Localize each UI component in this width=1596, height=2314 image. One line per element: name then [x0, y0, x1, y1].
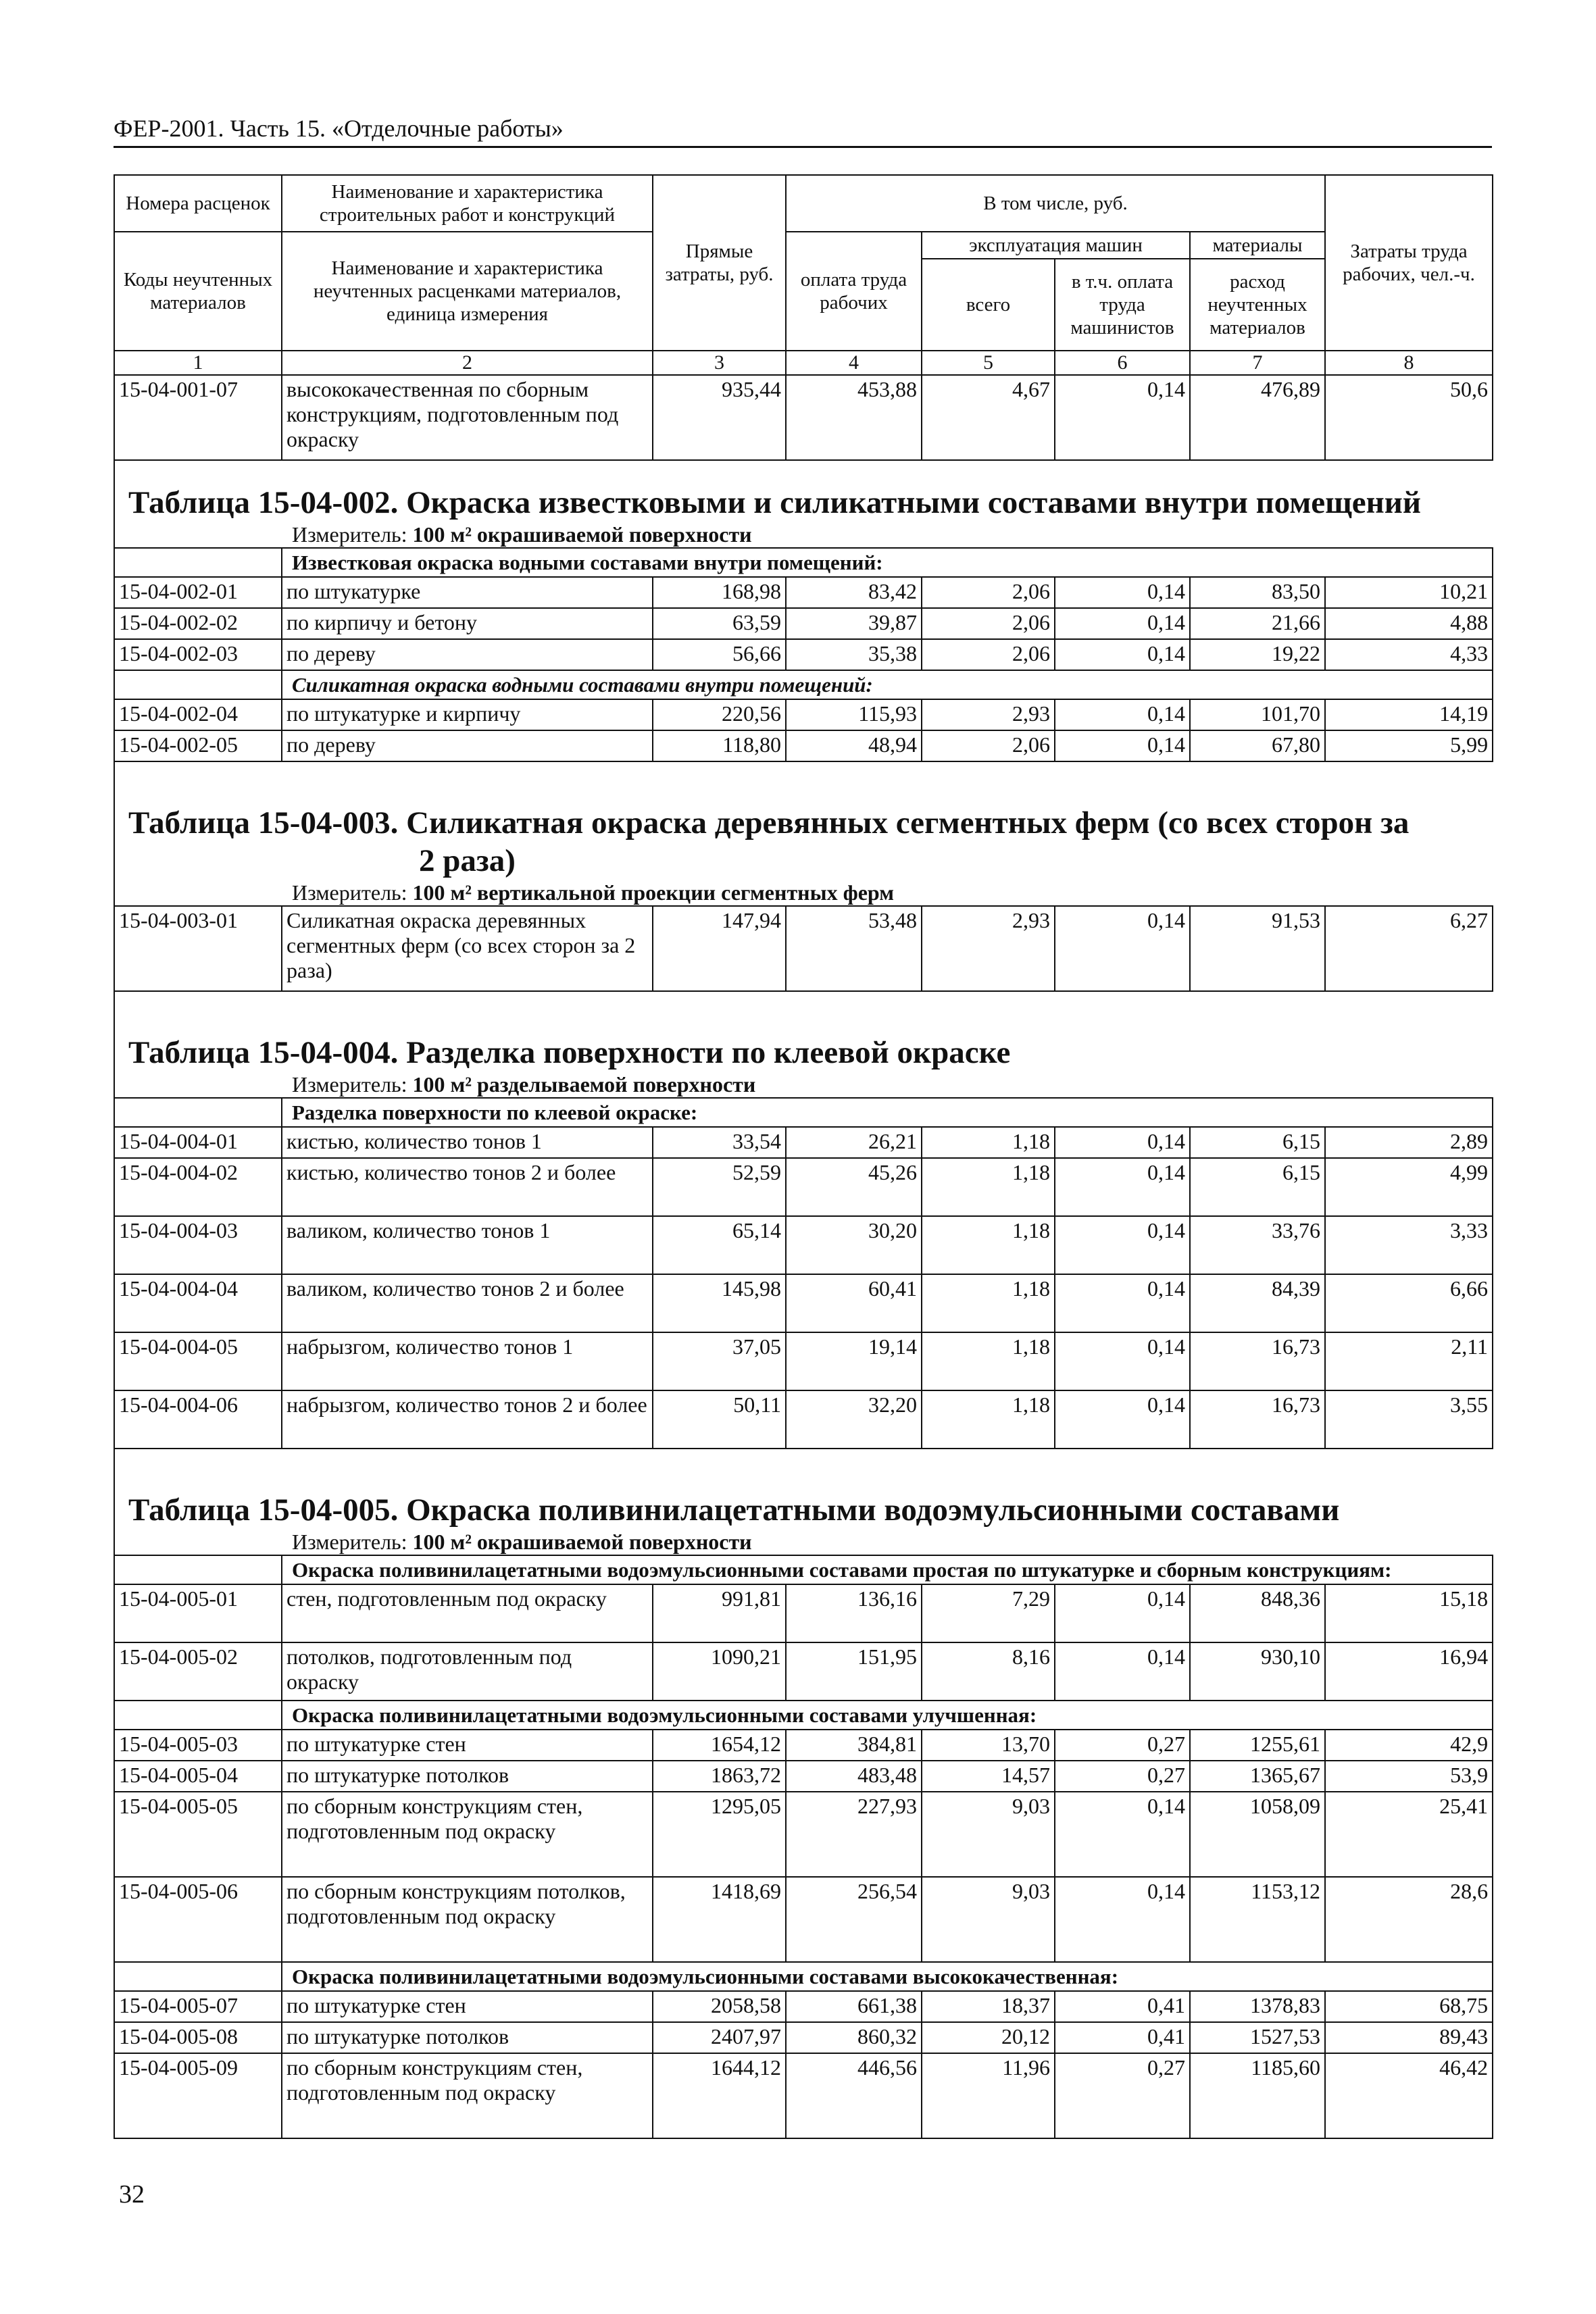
worker-pay-value: 60,41 [786, 1274, 922, 1332]
table-title-text: Таблица 15-04-004. Разделка поверхности по клеевой окраске [128, 1035, 1011, 1070]
materials-use-value: 67,80 [1190, 730, 1325, 761]
table-row [114, 1792, 1493, 1877]
work-description: Силикатная окраска деревянных сегментных ферм (со всех сторон за 2 раза) [282, 906, 653, 991]
table-row [114, 1274, 1493, 1332]
worker-pay-value: 45,26 [786, 1158, 922, 1216]
rate-code: 15-04-005-03 [114, 1730, 282, 1761]
column-header-table [114, 174, 1493, 461]
table-row [114, 730, 1493, 761]
work-description: по сборным конструкциям стен, подготовленным под окраску [282, 1792, 653, 1877]
measure-value: 100 м² разделываемой поверхности [412, 1072, 756, 1097]
machines-total-value: 18,37 [922, 1991, 1055, 2022]
rate-code: 15-04-001-07 [114, 375, 282, 460]
table-row [114, 577, 1493, 608]
rate-code: 15-04-005-05 [114, 1792, 282, 1877]
section-header-row [114, 1701, 1493, 1730]
materials-use-value: 101,70 [1190, 699, 1325, 730]
worker-pay-value: 53,48 [786, 906, 922, 991]
labor-costs-value: 42,9 [1325, 1730, 1493, 1761]
labor-costs-value: 3,55 [1325, 1390, 1493, 1449]
col-labor-costs-header: Затраты труда рабочих, чел.-ч. [1325, 175, 1493, 351]
direct-costs-value: 63,59 [653, 608, 786, 639]
materials-use-value: 21,66 [1190, 608, 1325, 639]
rate-code: 15-04-002-01 [114, 577, 282, 608]
labor-costs-value: 5,99 [1325, 730, 1493, 761]
direct-costs-value: 935,44 [653, 375, 786, 460]
machinists-pay-value: 0,14 [1055, 730, 1190, 761]
materials-use-value: 1378,83 [1190, 1991, 1325, 2022]
col-rate-numbers-header: Номера расценок [114, 175, 282, 232]
direct-costs-value: 145,98 [653, 1274, 786, 1332]
labor-costs-value: 50,6 [1325, 375, 1493, 460]
section-title: Разделка поверхности по клеевой окраске: [282, 1098, 1493, 1127]
labor-costs-value: 10,21 [1325, 577, 1493, 608]
materials-use-value: 83,50 [1190, 577, 1325, 608]
worker-pay-value: 151,95 [786, 1642, 922, 1701]
machinists-pay-value: 0,27 [1055, 1761, 1190, 1792]
rate-code: 15-04-005-04 [114, 1761, 282, 1792]
table-row [114, 1390, 1493, 1449]
rate-code: 15-04-004-05 [114, 1332, 282, 1390]
col-machines-total-header: всего [922, 259, 1055, 351]
work-description: по кирпичу и бетону [282, 608, 653, 639]
table-title-continuation: 2 раза) [419, 843, 516, 878]
direct-costs-value: 52,59 [653, 1158, 786, 1216]
page-number: 32 [119, 2180, 145, 2209]
direct-costs-value: 991,81 [653, 1584, 786, 1642]
rates-table [114, 1555, 1493, 2139]
worker-pay-value: 35,38 [786, 639, 922, 670]
table-row [114, 699, 1493, 730]
worker-pay-value: 860,32 [786, 2022, 922, 2053]
section-title: Силикатная окраска водными составами внутри помещений: [282, 670, 1493, 699]
machines-total-value: 1,18 [922, 1390, 1055, 1449]
work-description: по штукатурке и кирпичу [282, 699, 653, 730]
machines-total-value: 14,57 [922, 1761, 1055, 1792]
table-row [114, 906, 1493, 991]
labor-costs-value: 16,94 [1325, 1642, 1493, 1701]
machinists-pay-value: 0,14 [1055, 1877, 1190, 1962]
direct-costs-value: 2407,97 [653, 2022, 786, 2053]
column-number: 4 [786, 351, 922, 375]
table-row [114, 1730, 1493, 1761]
machines-total-value: 8,16 [922, 1642, 1055, 1701]
rate-code: 15-04-004-02 [114, 1158, 282, 1216]
rate-code: 15-04-005-09 [114, 2053, 282, 2138]
worker-pay-value: 661,38 [786, 1991, 922, 2022]
machinists-pay-value: 0,41 [1055, 1991, 1190, 2022]
materials-use-value: 6,15 [1190, 1158, 1325, 1216]
machinists-pay-value: 0,41 [1055, 2022, 1190, 2053]
running-header: ФЕР-2001. Часть 15. «Отделочные работы» [114, 114, 1492, 148]
rate-code: 15-04-002-02 [114, 608, 282, 639]
col-materials-use-header: расход неучтенных материалов [1190, 259, 1325, 351]
labor-costs-value: 4,99 [1325, 1158, 1493, 1216]
rate-code: 15-04-002-04 [114, 699, 282, 730]
section-spacer [114, 1098, 282, 1127]
materials-use-value: 1255,61 [1190, 1730, 1325, 1761]
measure-unit [115, 880, 1492, 905]
table-row [114, 2053, 1493, 2138]
worker-pay-value: 384,81 [786, 1730, 922, 1761]
work-description: валиком, количество тонов 2 и более [282, 1274, 653, 1332]
machinists-pay-value: 0,14 [1055, 1127, 1190, 1158]
table-row [114, 1642, 1493, 1701]
measure-label: Измеритель: [292, 1530, 407, 1554]
worker-pay-value: 227,93 [786, 1792, 922, 1877]
machines-total-value: 9,03 [922, 1877, 1055, 1962]
direct-costs-value: 37,05 [653, 1332, 786, 1390]
column-number: 2 [282, 351, 653, 375]
col-machinists-pay-header: в т.ч. оплата труда машинистов [1055, 259, 1190, 351]
rate-code: 15-04-005-06 [114, 1877, 282, 1962]
col-material-name-header: Наименование и характеристика неучтенных расценками материалов, единица измерения [282, 232, 653, 351]
machines-total-value: 4,67 [922, 375, 1055, 460]
labor-costs-value: 46,42 [1325, 2053, 1493, 2138]
measure-label: Измеритель: [292, 1072, 407, 1097]
measure-unit [115, 522, 1492, 547]
measure-value: 100 м² окрашиваемой поверхности [412, 522, 752, 547]
column-numbers-row [114, 351, 1493, 375]
table-row [114, 1991, 1493, 2022]
materials-use-value: 1185,60 [1190, 2053, 1325, 2138]
table-row [114, 1761, 1493, 1792]
rates-table [114, 547, 1493, 762]
measure-label: Измеритель: [292, 880, 407, 905]
rate-code: 15-04-003-01 [114, 906, 282, 991]
worker-pay-value: 32,20 [786, 1390, 922, 1449]
machines-total-value: 1,18 [922, 1216, 1055, 1274]
direct-costs-value: 2058,58 [653, 1991, 786, 2022]
measure-value: 100 м² вертикальной проекции сегментных ферм [412, 880, 895, 905]
table-block [114, 461, 1492, 547]
materials-use-value: 1527,53 [1190, 2022, 1325, 2053]
table-row [114, 1584, 1493, 1642]
machinists-pay-value: 0,14 [1055, 1216, 1190, 1274]
worker-pay-value: 256,54 [786, 1877, 922, 1962]
machines-total-value: 7,29 [922, 1584, 1055, 1642]
rates-sheet [114, 174, 1492, 2139]
column-number: 7 [1190, 351, 1325, 375]
machinists-pay-value: 0,14 [1055, 1792, 1190, 1877]
work-description: высококачественная по сборным конструкциям, подготовленным под окраску [282, 375, 653, 460]
measure-unit [115, 1072, 1492, 1097]
rate-code: 15-04-004-03 [114, 1216, 282, 1274]
worker-pay-value: 19,14 [786, 1332, 922, 1390]
machinists-pay-value: 0,14 [1055, 639, 1190, 670]
table-title-text: Таблица 15-04-002. Окраска известковыми и силикатными составами внутри помещений [128, 485, 1421, 520]
machines-total-value: 2,06 [922, 639, 1055, 670]
labor-costs-value: 14,19 [1325, 699, 1493, 730]
machinists-pay-value: 0,14 [1055, 906, 1190, 991]
work-description: стен, подготовленным под окраску [282, 1584, 653, 1642]
worker-pay-value: 39,87 [786, 608, 922, 639]
table-row [114, 608, 1493, 639]
labor-costs-value: 25,41 [1325, 1792, 1493, 1877]
machinists-pay-value: 0,27 [1055, 1730, 1190, 1761]
rate-tables [114, 461, 1492, 2139]
col-including-header: В том числе, руб. [786, 175, 1325, 232]
worker-pay-value: 83,42 [786, 577, 922, 608]
rate-code: 15-04-002-05 [114, 730, 282, 761]
work-description: по штукатурке стен [282, 1991, 653, 2022]
machines-total-value: 9,03 [922, 1792, 1055, 1877]
work-description: по штукатурке потолков [282, 1761, 653, 1792]
worker-pay-value: 48,94 [786, 730, 922, 761]
materials-use-value: 91,53 [1190, 906, 1325, 991]
table-block [114, 992, 1492, 1097]
labor-costs-value: 6,27 [1325, 906, 1493, 991]
worker-pay-value: 446,56 [786, 2053, 922, 2138]
labor-costs-value: 28,6 [1325, 1877, 1493, 1962]
machinists-pay-value: 0,14 [1055, 1332, 1190, 1390]
worker-pay-value: 30,20 [786, 1216, 922, 1274]
materials-use-value: 33,76 [1190, 1216, 1325, 1274]
col-worker-pay-header: оплата труда рабочих [786, 232, 922, 351]
machines-total-value: 2,06 [922, 577, 1055, 608]
labor-costs-value: 53,9 [1325, 1761, 1493, 1792]
labor-costs-value: 89,43 [1325, 2022, 1493, 2053]
direct-costs-value: 33,54 [653, 1127, 786, 1158]
table-row [114, 1877, 1493, 1962]
work-description: по сборным конструкциям стен, подготовленным под окраску [282, 2053, 653, 2138]
section-spacer [114, 670, 282, 699]
measure-value: 100 м² окрашиваемой поверхности [412, 1530, 752, 1554]
table-title-text: Таблица 15-04-003. Силикатная окраска деревянных сегментных ферм (со всех сторон за [128, 805, 1410, 840]
work-description: валиком, количество тонов 1 [282, 1216, 653, 1274]
direct-costs-value: 147,94 [653, 906, 786, 991]
section-title: Окраска поливинилацетатными водоэмульсионными составами высококачественная: [282, 1962, 1493, 1991]
work-description: потолков, подготовленным под окраску [282, 1642, 653, 1701]
materials-use-value: 84,39 [1190, 1274, 1325, 1332]
work-description: кистью, количество тонов 1 [282, 1127, 653, 1158]
rate-code: 15-04-005-02 [114, 1642, 282, 1701]
section-header-row [114, 548, 1493, 577]
machinists-pay-value: 0,14 [1055, 1584, 1190, 1642]
section-spacer [114, 1701, 282, 1730]
machines-total-value: 2,93 [922, 906, 1055, 991]
labor-costs-value: 2,11 [1325, 1332, 1493, 1390]
work-description: набрызгом, количество тонов 2 и более [282, 1390, 653, 1449]
direct-costs-value: 168,98 [653, 577, 786, 608]
column-number: 3 [653, 351, 786, 375]
materials-use-value: 19,22 [1190, 639, 1325, 670]
work-description: кистью, количество тонов 2 и более [282, 1158, 653, 1216]
machines-total-value: 13,70 [922, 1730, 1055, 1761]
measure-label: Измеритель: [292, 522, 407, 547]
measure-unit [115, 1529, 1492, 1555]
table-block [114, 762, 1492, 905]
materials-use-value: 930,10 [1190, 1642, 1325, 1701]
direct-costs-value: 220,56 [653, 699, 786, 730]
worker-pay-value: 115,93 [786, 699, 922, 730]
table-title [115, 804, 1492, 880]
table-row [114, 2022, 1493, 2053]
materials-use-value: 1058,09 [1190, 1792, 1325, 1877]
section-title: Известковая окраска водными составами внутри помещений: [282, 548, 1493, 577]
direct-costs-value: 50,11 [653, 1390, 786, 1449]
section-spacer [114, 1555, 282, 1584]
machines-total-value: 1,18 [922, 1332, 1055, 1390]
section-spacer [114, 1962, 282, 1991]
direct-costs-value: 1644,12 [653, 2053, 786, 2138]
work-description: по дереву [282, 639, 653, 670]
labor-costs-value: 15,18 [1325, 1584, 1493, 1642]
direct-costs-value: 1295,05 [653, 1792, 786, 1877]
table-row [114, 1158, 1493, 1216]
table-title-text: Таблица 15-04-005. Окраска поливинилацетатными водоэмульсионными составами [128, 1492, 1340, 1528]
work-description: по штукатурке [282, 577, 653, 608]
work-description: по сборным конструкциям потолков, подготовленным под окраску [282, 1877, 653, 1962]
rate-code: 15-04-005-01 [114, 1584, 282, 1642]
worker-pay-value: 483,48 [786, 1761, 922, 1792]
labor-costs-value: 2,89 [1325, 1127, 1493, 1158]
machines-total-value: 2,93 [922, 699, 1055, 730]
rate-code: 15-04-002-03 [114, 639, 282, 670]
machines-total-value: 2,06 [922, 608, 1055, 639]
col-materials-header: материалы [1190, 232, 1325, 259]
column-number: 6 [1055, 351, 1190, 375]
section-title: Окраска поливинилацетатными водоэмульсионными составами простая по штукатурке и сборным конструкциям: [282, 1555, 1493, 1584]
direct-costs-value: 1090,21 [653, 1642, 786, 1701]
direct-costs-value: 1654,12 [653, 1730, 786, 1761]
machinists-pay-value: 0,14 [1055, 1274, 1190, 1332]
section-header-row [114, 1962, 1493, 1991]
direct-costs-value: 56,66 [653, 639, 786, 670]
col-machines-header: эксплуатация машин [922, 232, 1190, 259]
labor-costs-value: 68,75 [1325, 1991, 1493, 2022]
machines-total-value: 11,96 [922, 2053, 1055, 2138]
rates-table [114, 1097, 1493, 1449]
work-description: по дереву [282, 730, 653, 761]
direct-costs-value: 1863,72 [653, 1761, 786, 1792]
col-direct-costs-header: Прямые затраты, руб. [653, 175, 786, 351]
section-header-row [114, 670, 1493, 699]
rate-code: 15-04-004-04 [114, 1274, 282, 1332]
labor-costs-value: 6,66 [1325, 1274, 1493, 1332]
rate-code: 15-04-005-08 [114, 2022, 282, 2053]
rate-code: 15-04-005-07 [114, 1991, 282, 2022]
work-description: набрызгом, количество тонов 1 [282, 1332, 653, 1390]
direct-costs-value: 65,14 [653, 1216, 786, 1274]
direct-costs-value: 1418,69 [653, 1877, 786, 1962]
table-row [114, 1216, 1493, 1274]
machines-total-value: 1,18 [922, 1158, 1055, 1216]
materials-use-value: 1153,12 [1190, 1877, 1325, 1962]
table-row [114, 1332, 1493, 1390]
machinists-pay-value: 0,14 [1055, 375, 1190, 460]
table-row [114, 375, 1493, 460]
table-title [115, 1034, 1492, 1072]
worker-pay-value: 453,88 [786, 375, 922, 460]
table-block [114, 1449, 1492, 1555]
section-header-row [114, 1555, 1493, 1584]
column-number: 8 [1325, 351, 1493, 375]
machinists-pay-value: 0,14 [1055, 1158, 1190, 1216]
direct-costs-value: 118,80 [653, 730, 786, 761]
labor-costs-value: 3,33 [1325, 1216, 1493, 1274]
section-spacer [114, 548, 282, 577]
materials-use-value: 16,73 [1190, 1390, 1325, 1449]
machines-total-value: 1,18 [922, 1274, 1055, 1332]
column-number: 1 [114, 351, 282, 375]
table-title [115, 484, 1492, 522]
table-row [114, 639, 1493, 670]
machinists-pay-value: 0,14 [1055, 608, 1190, 639]
work-description: по штукатурке стен [282, 1730, 653, 1761]
materials-use-value: 16,73 [1190, 1332, 1325, 1390]
machinists-pay-value: 0,14 [1055, 577, 1190, 608]
worker-pay-value: 26,21 [786, 1127, 922, 1158]
labor-costs-value: 4,88 [1325, 608, 1493, 639]
labor-costs-value: 4,33 [1325, 639, 1493, 670]
table-title [115, 1491, 1492, 1529]
rates-table [114, 905, 1493, 992]
machines-total-value: 1,18 [922, 1127, 1055, 1158]
machines-total-value: 20,12 [922, 2022, 1055, 2053]
table-row [114, 1127, 1493, 1158]
column-number: 5 [922, 351, 1055, 375]
work-description: по штукатурке потолков [282, 2022, 653, 2053]
col-material-codes-header: Коды неучтенных материалов [114, 232, 282, 351]
section-title: Окраска поливинилацетатными водоэмульсионными составами улучшенная: [282, 1701, 1493, 1730]
machines-total-value: 2,06 [922, 730, 1055, 761]
worker-pay-value: 136,16 [786, 1584, 922, 1642]
machinists-pay-value: 0,14 [1055, 1390, 1190, 1449]
col-work-name-header: Наименование и характеристика строительных работ и конструкций [282, 175, 653, 232]
rate-code: 15-04-004-06 [114, 1390, 282, 1449]
machinists-pay-value: 0,14 [1055, 699, 1190, 730]
rate-code: 15-04-004-01 [114, 1127, 282, 1158]
materials-use-value: 1365,67 [1190, 1761, 1325, 1792]
materials-use-value: 6,15 [1190, 1127, 1325, 1158]
machinists-pay-value: 0,14 [1055, 1642, 1190, 1701]
machinists-pay-value: 0,27 [1055, 2053, 1190, 2138]
materials-use-value: 476,89 [1190, 375, 1325, 460]
materials-use-value: 848,36 [1190, 1584, 1325, 1642]
section-header-row [114, 1098, 1493, 1127]
